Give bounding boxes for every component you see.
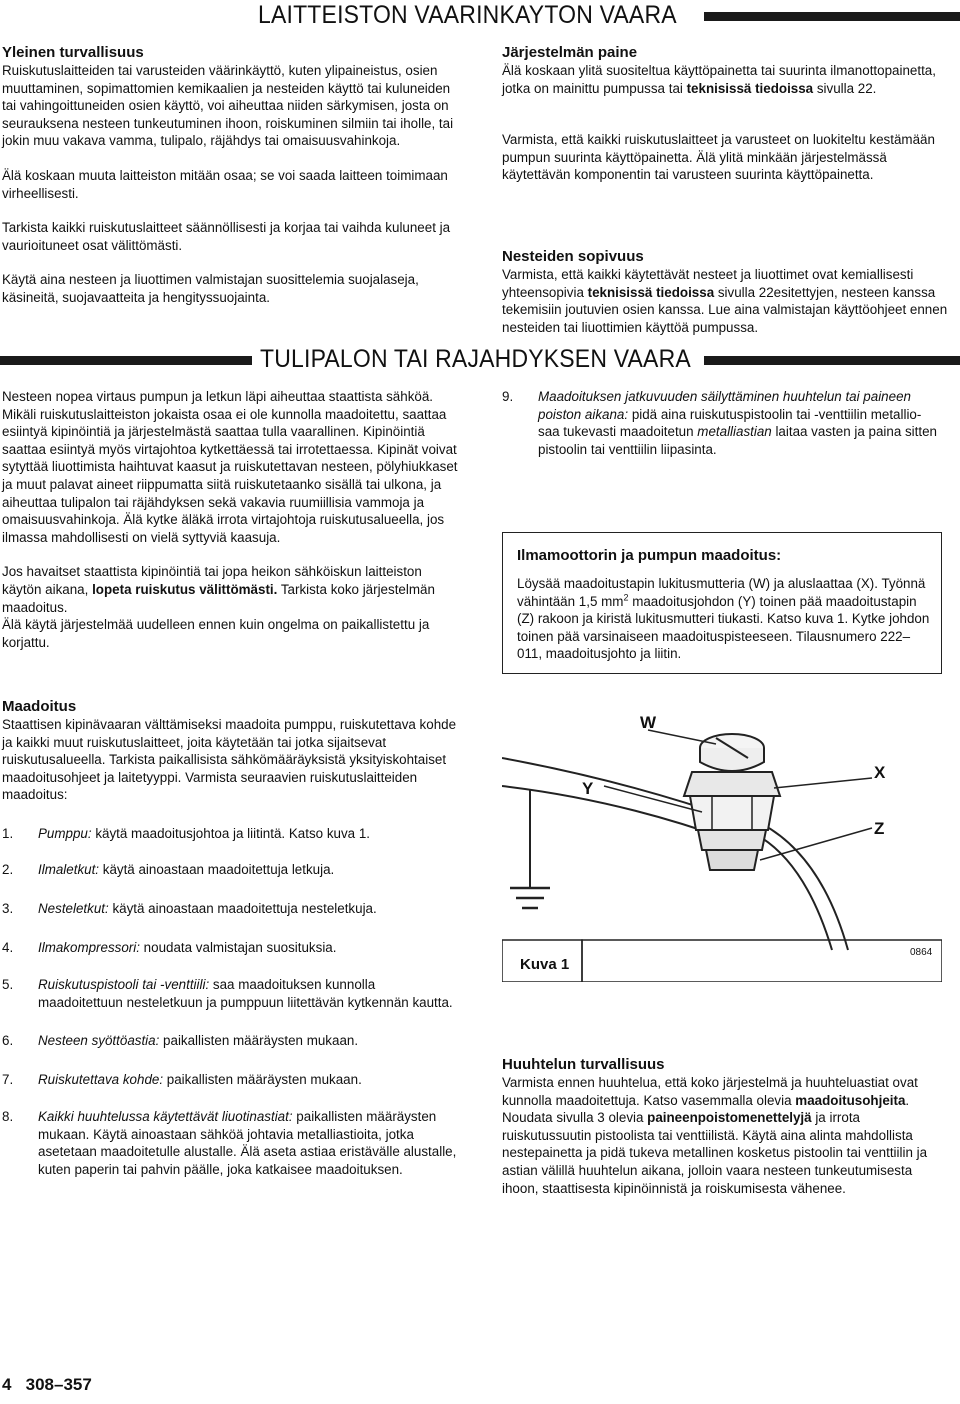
general-safety-section [2,44,458,307]
grounding-stud-illustration [502,700,942,982]
general-safety-p3: Tarkista kaikki ruiskutuslaitteet säännöllisesti ja korjaa tai vaihda kuluneet ja vaurioituneet osat välittömästi. [2,220,451,253]
flush-safety-heading: Huuhtelun turvallisuus [502,1056,665,1073]
fire-section [2,388,458,651]
fire-hazard-banner [0,344,960,374]
figure-caption: Kuva 1 [520,956,570,973]
banner-rule [0,356,252,365]
list-item: 7. Ruiskutettava kohde: paikallisten määräysten mukaan. [2,1072,362,1087]
figure-code: 0864 [910,947,933,958]
fluid-compat-section [502,248,958,336]
system-pressure-p2: Varmista, että kaikki ruiskutuslaitteet ja varusteet on luokiteltu kestämään pumpun suurinta käyttöpainetta. Älä ylitä minkään järjestelmässä käytettävän komponentin tai varusteen suurinta käyttöpainetta. [502,132,935,183]
general-safety-p2: Älä koskaan muuta laitteiston mitään osaa; se voi saada laitteen toimimaan virheellisesti. [2,167,448,201]
grounding-section [2,698,458,804]
misuse-hazard-banner [0,0,960,30]
list-item: 4. Ilmakompressori: noudata valmistajan suosituksia. [2,940,337,955]
fire-hazard-title: TULIPALON TAI RAJAHDYKSEN VAARA [260,345,691,373]
system-pressure-section [502,44,958,184]
grounding-list [2,825,462,1205]
banner-rule [704,12,960,21]
list-item: 2. Ilmaletkut: käytä ainoastaan maadoitettuja letkuja. [2,862,335,877]
label-z: Z [874,819,885,838]
fire-p2: Jos havaitset staattista kipinöintiä tai jopa heikon sähköiskun laitteiston käytön aikana, lopeta ruiskutus välittömästi. Tarkista koko järjestelmän maadoitus. [2,564,435,615]
label-y: Y [582,779,594,798]
page-footer: 4 308–357 [2,1375,92,1394]
fluid-compat-p1: Varmista, että kaikki käytettävät nesteet ja liuottimet ovat kemiallisesti yhteensopivia teknisissä tiedoissa sivulla 22esitettyjen, nesteen kanssa tekemisiin joutuvien osien kanssa. Lue aina valmistajan käyttöohjeet ennen nesteiden tai liuottimien käyttöä pumpussa. [502,267,948,335]
flush-safety-section [502,1056,942,1197]
grounding-p1: Staattisen kipinävaaran välttämiseksi maadoita pumppu, ruiskutettava kohde ja kaikki muut ruiskutuslaitteet, joita käytetään tai jotka sijaitsevat ruiskutusalueella. Tarkista paikallisista sähkömääräyksistä yksityiskohtaiset maadoitusohjeet ja laitetyyppi. Varmista seuraavien ruiskutuslaitteiden maadoitus: [2,717,457,803]
fire-p1: Nesteen nopea virtaus pumpun ja letkun läpi aiheuttaa staattista sähköä. Mikäli ruiskutuslaitteiston jokaista osaa ei ole kunnolla maadoitettu, saattaa esiintyä kipinöintiä ja järjestelmästä saattaa tulla vaarallinen. Kipinöintiä saattaa esiintyä myös virtajohtoa kytkettäessä tai irrotettaessa. Kipinät voivat sytyttää liuottimista haihtuvat kaasut ja ruiskutettavan nesteen, pölyhiukkaset ja muut palavat aineet riippumatta siitä ruiskutetaanko sisällä tai ulkona, ja aiheuttaa tulipalon tai räjähdyksen sekä vakavia ruumiillisia vammoja ja omaisuusvahinkoja. Älä kytke äläkä irrota virtajohtoja ruiskutusalueella, jos ilmassa mahdollisesti on vielä syttyviä kaasuja. [2,389,458,545]
system-pressure-p1: Älä koskaan ylitä suositeltua käyttöpainetta tai suurinta ilmanottopainetta, jotka on mainittu pumpussa tai teknisissä tiedoissa sivulla 22. [502,63,936,96]
list-item: 8. Kaikki huuhtelussa käytettävät liuotinastiat: paikallisten määräysten mukaan. Käytä ainoastaan sähköä johtavia metalliastioita, jotka asetetaan maadoitetulle alustalle. Älä aseta astiaa eristävälle alustalle, kuten paperin tai pahvin päälle, joka katkaisee maadoituksen. [2,1109,457,1177]
motor-grounding-box [502,532,942,674]
grounding-heading: Maadoitus [2,698,77,715]
motor-grounding-heading: Ilmamoottorin ja pumpun maadoitus: [517,547,782,564]
list-item: 1. Pumppu: käytä maadoitusjohtoa ja liitintä. Katso kuva 1. [2,826,370,841]
list-item: 6. Nesteen syöttöastia: paikallisten määräysten mukaan. [2,1033,359,1048]
misuse-hazard-title: LAITTEISTON VAARINKAYTON VAARA [258,1,677,29]
system-pressure-heading: Järjestelmän paine [502,44,638,61]
general-safety-p1: Ruiskutuslaitteiden tai varusteiden väärinkäyttö, kuten ylipaineistus, osien muuttaminen, sopimattomien kemikaalien ja nesteiden käyttö tai kuluneiden tai vahingoittuneiden osien käyttö, voi aiheuttaa niiden särkymisen, josta on seurauksena nesteen tunkeutuminen ihoon, roiskuminen silmiin tai iholle, tai jokin muu vakava vamma, tulipalo, räjähdys tai omaisuusvahinkoja. [2,63,454,149]
general-safety-p4: Käytä aina nesteen ja liuottimen valmistajan suosittelemia suojalaseja, käsineitä, suojavaatteita ja hengityssuojainta. [2,272,419,305]
label-x: X [874,763,886,782]
label-w: W [640,713,657,732]
list-item: 5. Ruiskutuspistooli tai -venttiili: saa maadoituksen kunnolla maadoitettuun nesteletkuun ja pumppuun liitettävän kytkennän kautta. [2,977,453,1010]
motor-grounding-text: Löysää maadoitustapin lukitusmutteria (W) ja aluslaattaa (X). Työnnä vähintään 1,5 $mm^2$ maadoitusjohdon (Y) toinen pää maadoitustapin (Z) rakoon ja kiristä lukitusmutteri tiukasti. Katso kuva 1. Kytke johdon toinen pää varsinaiseen maadoituspisteeseen. Tilausnumero 222–011, maadoitusjohto ja liitin. [517,576,930,662]
grounding-item-9: 9. Maadoituksen jatkuvuuden säilyttäminen huuhtelun tai paineen poiston aikana: pidä aina ruiskutuspistoolin tai -venttiilin metallio-saa tukevasti maadoitetun metalliastian laitaa vasten ja paina sitten pistoolin tai venttiilin liipasinta. [502,389,937,457]
fire-p3: Älä käytä järjestelmää uudelleen ennen kuin ongelma on paikallistettu ja korjattu. [2,617,430,650]
figure-1 [502,700,942,982]
list-item: 3. Nesteletkut: käytä ainoastaan maadoitettuja nesteletkuja. [2,901,377,916]
fluid-compat-heading: Nesteiden sopivuus [502,248,644,265]
general-safety-heading: Yleinen turvallisuus [2,44,144,61]
banner-rule [704,356,960,365]
flush-safety-p1: Varmista ennen huuhtelua, että koko järjestelmä ja huuhteluastiat ovat kunnolla maadoitettuja. Katso vasemmalla olevia maadoitusohjeita. Noudata sivulla 3 olevia paineenpoistomenettelyjä ja irrota ruiskutussuutin pistoolista tai venttiilistä. Käytä aina alinta mahdollista nestepainetta ja pidä tukeva metallinen kosketus pistoolin tai venttiilin ja astian välillä huuhtelun aikana, jolloin vaara nesteen tunkeutumisesta ihoon, staattisesta kipinöinnistä ja roiskumisesta vähenee. [502,1075,928,1196]
